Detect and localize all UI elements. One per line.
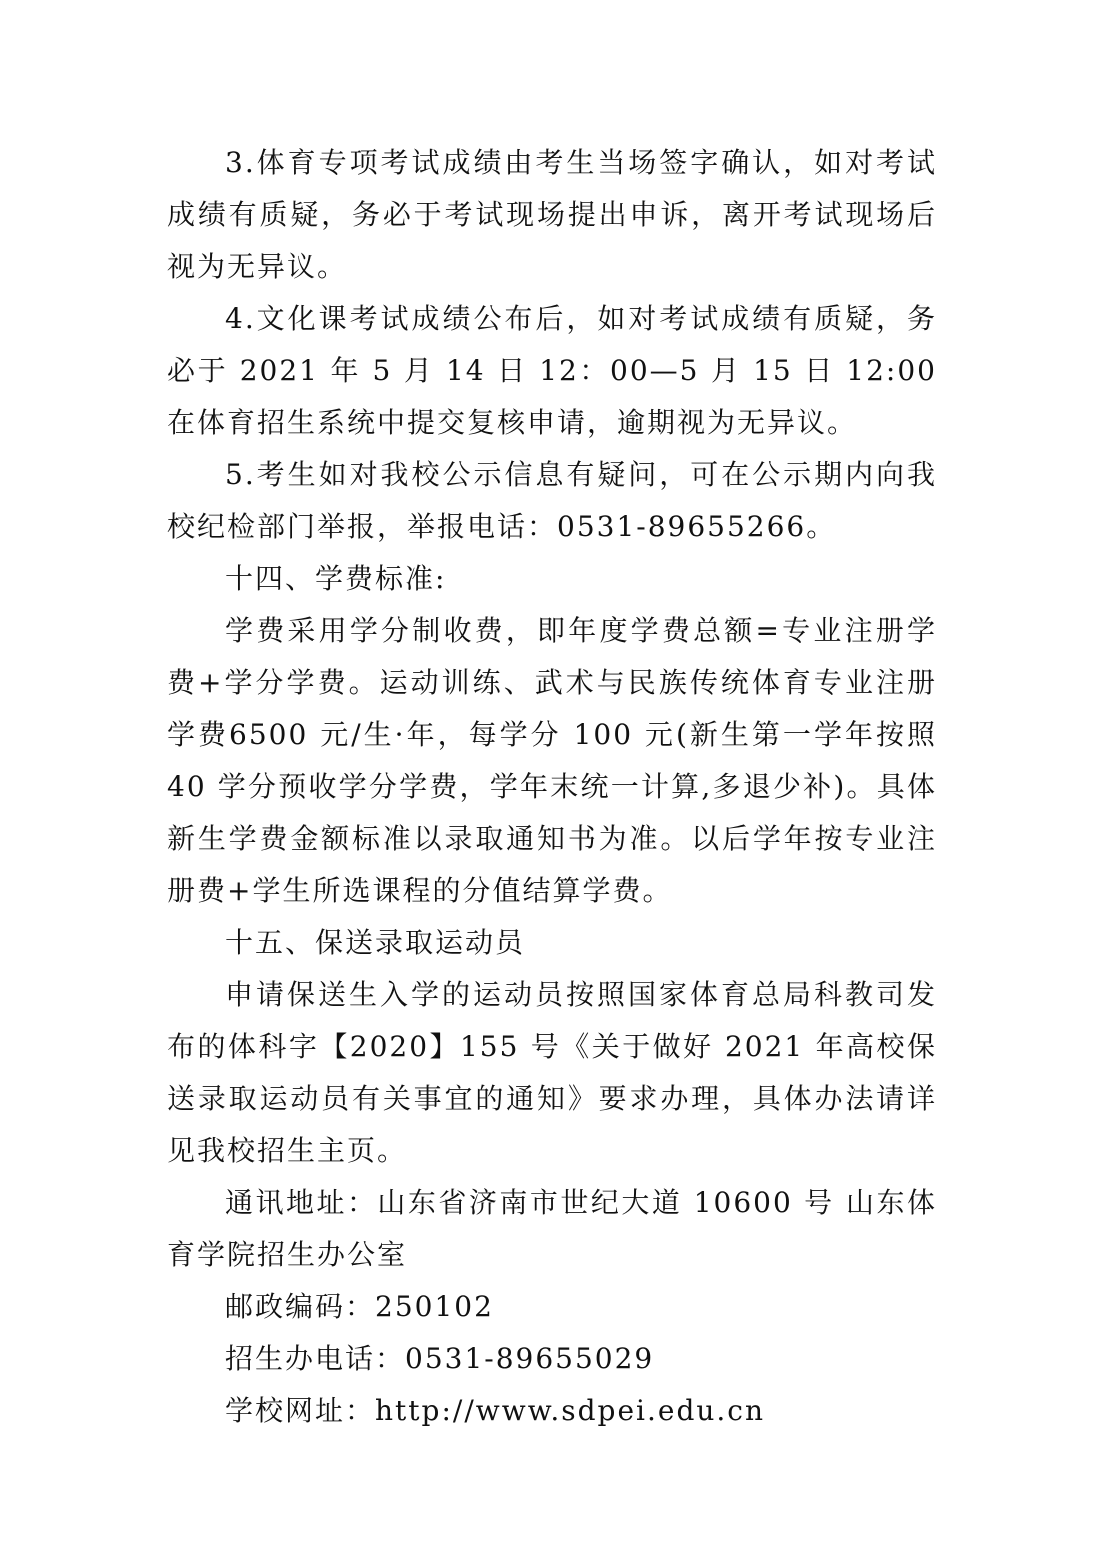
- contact-address: 通讯地址：山东省济南市世纪大道 10600 号 山东体育学院招生办公室: [167, 1186, 937, 1271]
- paragraph-recommended-athletes: 申请保送生入学的运动员按照国家体育总局科教司发布的体科字【2020】155 号《关于做好 2021 年高校保送录取运动员有关事宜的通知》要求办理，具体办法请详见我校招生主页。: [167, 978, 937, 1167]
- paragraph-score-confirmation: 3.体育专项考试成绩由考生当场签字确认，如对考试成绩有质疑，务必于考试现场提出申诉，离开考试现场后视为无异议。: [167, 146, 937, 283]
- section-heading-tuition: 十四、学费标准:: [225, 562, 447, 595]
- contact-phone: 招生办电话：0531-89655029: [225, 1342, 655, 1375]
- contact-postal-code: 邮政编码：250102: [225, 1290, 494, 1323]
- contact-website: 学校网址：http://www.sdpei.edu.cn: [225, 1394, 766, 1427]
- paragraph-tuition-standard: 学费采用学分制收费，即年度学费总额=专业注册学费+学分学费。运动训练、武术与民族传统体育专业注册学费6500 元/生·年，每学分 100 元(新生第一学年按照 40 学分预收学分学费，学年末统一计算,多退少补)。具体新生学费金额标准以录取通知书为准。以后学年按专业注册费+学生所选课程的分值结算学费。: [167, 614, 937, 907]
- section-heading-recommended-athletes: 十五、保送录取运动员: [225, 926, 526, 959]
- document-body: [167, 137, 937, 1437]
- paragraph-review-application: 4.文化课考试成绩公布后，如对考试成绩有质疑，务必于 2021 年 5 月 14 日 12：00—5 月 15 日 12:00 在体育招生系统中提交复核申请，逾期视为无异议。: [167, 302, 937, 439]
- paragraph-report-phone: 5.考生如对我校公示信息有疑问，可在公示期内向我校纪检部门举报，举报电话：0531-89655266。: [167, 458, 937, 543]
